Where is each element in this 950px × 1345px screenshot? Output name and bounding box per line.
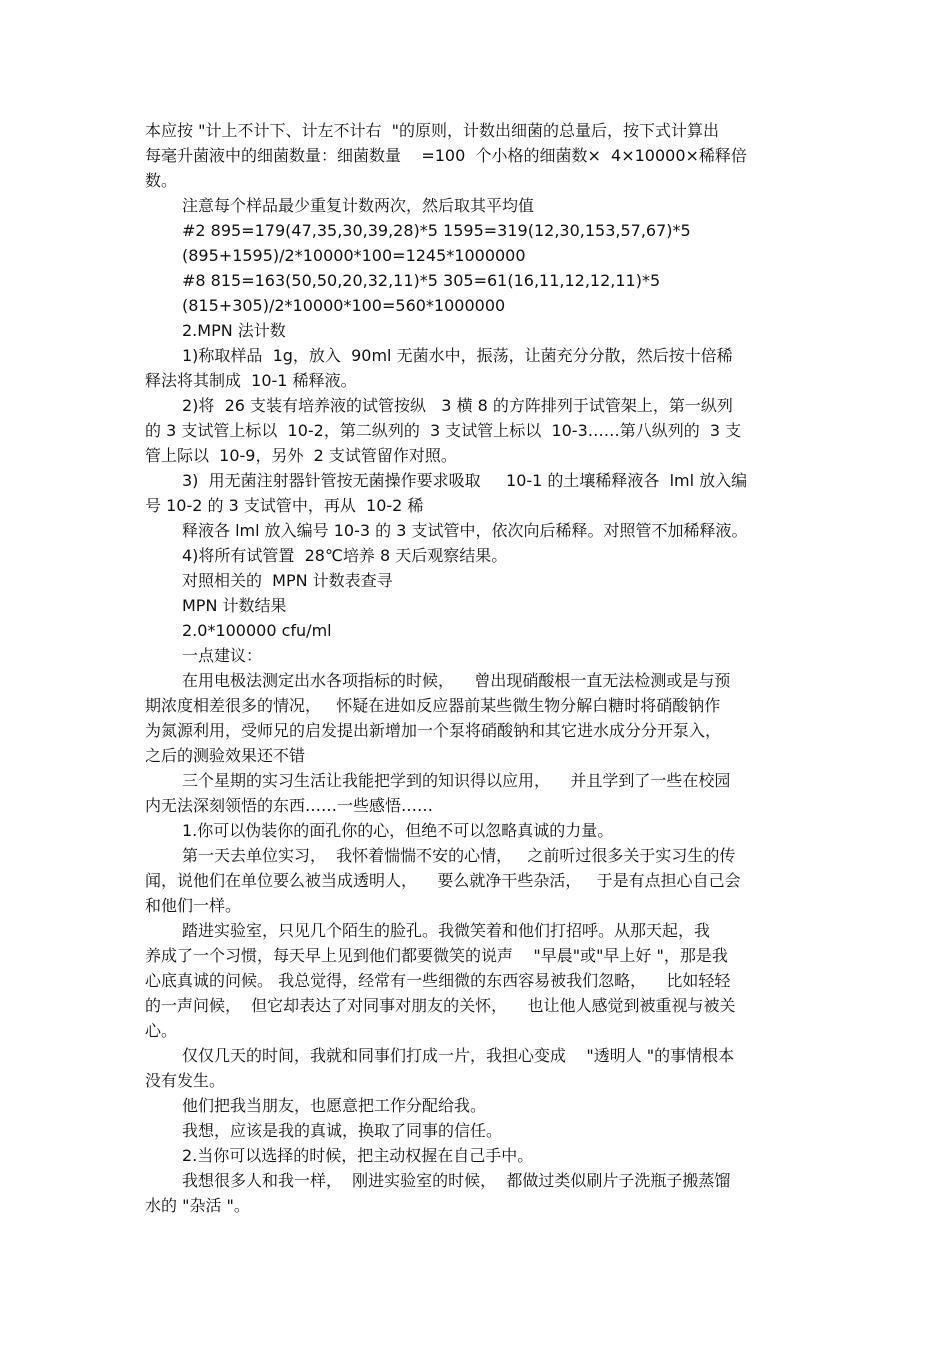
text-line: 4)将所有试管置 28℃培养 8 天后观察结果。 bbox=[182, 546, 508, 565]
text-line: 我想很多人和我一样， 刚进实验室的时候， 都做过类似刷片子洗瓶子搬蒸馏 bbox=[182, 1171, 731, 1190]
text-line: MPN 计数结果 bbox=[182, 596, 287, 615]
text-line: 2.0*100000 cfu/ml bbox=[182, 621, 332, 640]
text-line: 1.你可以伪装你的面孔你的心，但绝不可以忽略真诚的力量。 bbox=[182, 821, 614, 840]
text-line: 数。 bbox=[145, 171, 178, 190]
text-line: 的一声问候， 但它却表达了对同事对朋友的关怀， 也让他人感觉到被重视与被关 bbox=[145, 996, 736, 1015]
text-line: #2 895=179(47,35,30,39,28)*5 1595=319(12,30,153,57,67)*5 bbox=[182, 221, 691, 240]
text-line: 期浓度相差很多的情况， 怀疑在进如反应器前某些微生物分解白糖时将硝酸钠作 bbox=[145, 696, 721, 715]
text-line: (815+305)/2*10000*100=560*1000000 bbox=[182, 296, 506, 315]
text-line: #8 815=163(50,50,20,32,11)*5 305=61(16,11,12,12,11)*5 bbox=[182, 271, 661, 290]
text-line: 一点建议： bbox=[182, 646, 263, 665]
text-line: 仅仅几天的时间，我就和同事们打成一片，我担心变成 "透明人 "的事情根本 bbox=[182, 1046, 735, 1065]
text-line: 本应按 "计上不计下、计左不计右 "的原则，计数出细菌的总量后，按下式计算出 bbox=[145, 121, 719, 140]
text-line: 我想，应该是我的真诚，换取了同事的信任。 bbox=[182, 1121, 503, 1140]
text-line: 对照相关的 MPN 计数表查寻 bbox=[182, 571, 393, 590]
text-line: 第一天去单位实习， 我怀着惴惴不安的心情， 之前听过很多关于实习生的传 bbox=[182, 846, 736, 865]
text-line: 三个星期的实习生活让我能把学到的知识得以应用， 并且学到了一些在校园 bbox=[182, 771, 731, 790]
text-line: 为氮源利用，受师兄的启发提出新增加一个泵将硝酸钠和其它进水成分分开泵入， bbox=[145, 721, 722, 740]
text-line: 养成了一个习惯，每天早上见到他们都要微笑的说声 "早晨"或"早上好 "，那是我 bbox=[145, 946, 728, 965]
text-line: 踏进实验室，只见几个陌生的脸孔。我微笑着和他们打招呼。从那天起，我 bbox=[182, 921, 711, 940]
text-line: 2.当你可以选择的时候，把主动权握在自己手中。 bbox=[182, 1146, 534, 1165]
text-line: 的 3 支试管上标以 10-2，第二纵列的 3 支试管上标以 10-3……第八纵列的 3 支 bbox=[145, 421, 742, 440]
text-line: 之后的测验效果还不错 bbox=[145, 746, 306, 765]
text-line: 没有发生。 bbox=[145, 1071, 226, 1090]
text-line: 内无法深刻领悟的东西……一些感悟…… bbox=[145, 796, 434, 815]
text-line: 注意每个样品最少重复计数两次，然后取其平均值 bbox=[182, 196, 535, 215]
text-line: 1)称取样品 1g，放入 90ml 无菌水中，振荡，让菌充分分散，然后按十倍稀 bbox=[182, 346, 733, 365]
text-line: 闻，说他们在单位要么被当成透明人， 要么就净干些杂活， 于是有点担心自己会 bbox=[145, 871, 741, 890]
text-line: 心。 bbox=[145, 1021, 178, 1040]
text-line: 2)将 26 支装有培养液的试管按纵 3 横 8 的方阵排列于试管架上，第一纵列 bbox=[182, 396, 733, 415]
text-line: 释液各 lml 放入编号 10-3 的 3 支试管中，依次向后稀释。对照管不加稀释液。 bbox=[182, 521, 748, 540]
text-line: 他们把我当朋友，也愿意把工作分配给我。 bbox=[182, 1096, 487, 1115]
text-line: (895+1595)/2*10000*100=1245*1000000 bbox=[182, 246, 526, 265]
text-line: 在用电极法测定出水各项指标的时候， 曾出现硝酸根一直无法检测或是与预 bbox=[182, 671, 731, 690]
text-line: 管上际以 10-9，另外 2 支试管留作对照。 bbox=[145, 446, 457, 465]
text-line: 号 10-2 的 3 支试管中，再从 10-2 稀 bbox=[145, 496, 424, 515]
text-line: 释法将其制成 10-1 稀释液。 bbox=[145, 371, 357, 390]
text-line: 水的 "杂活 "。 bbox=[145, 1196, 250, 1215]
text-line: 心底真诚的问候。 我总觉得，经常有一些细微的东西容易被我们忽略， 比如轻轻 bbox=[145, 971, 731, 990]
text-line: 每毫升菌液中的细菌数量：细菌数量 =100 个小格的细菌数× 4×10000×稀释倍 bbox=[145, 146, 747, 165]
text-line: 3) 用无菌注射器针管按无菌操作要求吸取 10-1 的土壤稀释液各 lml 放入编 bbox=[182, 471, 748, 490]
text-line: 和他们一样。 bbox=[145, 896, 242, 915]
section-heading: 2.MPN 法计数 bbox=[182, 321, 286, 340]
